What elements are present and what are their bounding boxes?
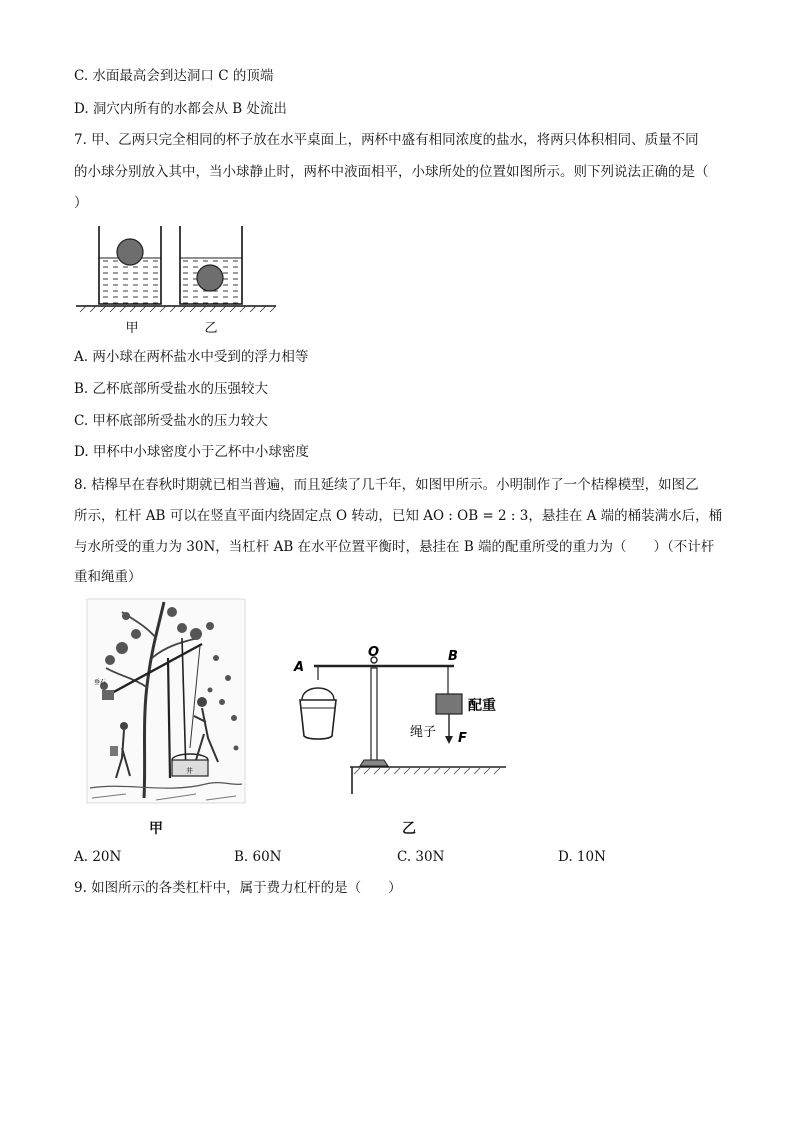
cup-yi: [180, 226, 242, 304]
q8-stem-line3: 与水所受的重力为 30N，当杠杆 AB 在水平位置平衡时，悬挂在 B 端的配重所受的重力为（ ）（不计杆: [74, 539, 715, 555]
q8-stem-line1: 8. 桔槔早在春秋时期就已相当普遍，而且延续了几千年，如图甲所示。小明制作了一个桔槔模型，如图乙: [74, 477, 699, 493]
q8-option-a: A. 20N: [74, 849, 122, 865]
stone-label: 垂石: [94, 679, 107, 686]
cup-label-jia: 甲: [125, 321, 139, 336]
q8-caption-yi: 乙: [402, 821, 416, 837]
q7-option-c: C. 甲杯底部所受盐水的压力较大: [74, 413, 268, 429]
cup-label-yi: 乙: [204, 321, 218, 336]
q7-option-d: D. 甲杯中小球密度小于乙杯中小球密度: [74, 444, 309, 460]
q8-lever-model: [288, 644, 518, 798]
well-label: 井: [186, 767, 193, 775]
point-a-label: A: [294, 660, 305, 675]
q7-cups-figure: [72, 222, 282, 340]
cup-jia: [99, 226, 161, 304]
bucket: [300, 700, 336, 739]
rope-label: 绳子: [410, 725, 437, 740]
counterweight-block: [436, 694, 462, 714]
q8-shadoof-illustration: [86, 598, 246, 804]
q7-option-b: B. 乙杯底部所受盐水的压强较大: [74, 381, 269, 397]
q8-option-c: C. 30N: [397, 849, 445, 865]
q8-stem-line2: 所示，杠杆 AB 可以在竖直平面内绕固定点 O 转动，已知 AO : OB = 2 : 3，悬挂在 A 端的桶装满水后，桶: [74, 508, 723, 524]
q7-stem-line3: ）: [74, 195, 88, 211]
q8-caption-jia: 甲: [149, 821, 163, 837]
q7-stem-line1: 7. 甲、乙两只完全相同的杯子放在水平桌面上，两杯中盛有相同浓度的盐水，将两只体积相同、质量不同: [74, 132, 699, 148]
q6-option-d: D. 洞穴内所有的水都会从 B 处流出: [74, 101, 287, 117]
force-label: F: [458, 731, 467, 746]
q8-stem-line4: 重和绳重）: [74, 569, 142, 585]
q6-option-c: C. 水面最高会到达洞口 C 的顶端: [74, 68, 274, 84]
ball-yi: [197, 265, 223, 291]
q8-option-b: B. 60N: [234, 849, 282, 865]
q7-stem-line2: 的小球分别放入其中，当小球静止时，两杯中液面相平，小球所处的位置如图所示。则下列说法正确的是（: [74, 164, 709, 180]
counterweight-label: 配重: [468, 698, 496, 714]
point-b-label: B: [448, 649, 458, 664]
q8-option-d: D. 10N: [558, 849, 606, 865]
point-o-label: O: [368, 645, 380, 660]
ball-jia: [117, 239, 143, 265]
q7-option-a: A. 两小球在两杯盐水中受到的浮力相等: [74, 349, 309, 365]
q9-stem: 9. 如图所示的各类杠杆中，属于费力杠杆的是（ ）: [74, 880, 402, 896]
